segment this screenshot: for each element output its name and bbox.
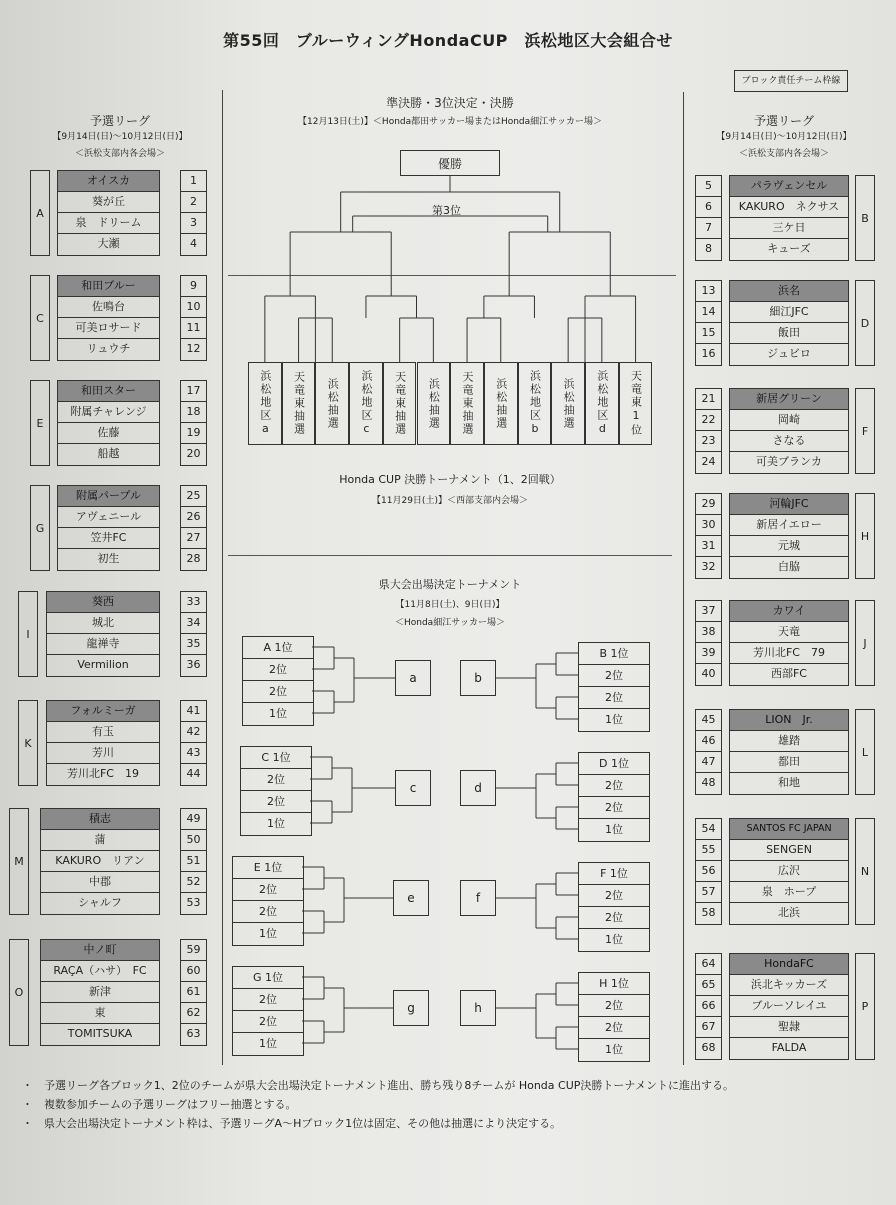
team-name: 北浜 [778,906,800,919]
pref-header-venue: ＜Honda細江サッカー場＞ [394,618,506,628]
note-1: ・ 予選リーグ各ブロック1、2位のチームが県大会出場決定トーナメント進出、勝ち残り8チームが Honda CUP決勝トーナメントに進出する。 [22,1079,734,1092]
team-name: 初生 [97,552,120,565]
team-name: キューズ [767,242,811,255]
team-name: KAKURO リアン [41,851,159,872]
team-number: 39 [696,643,721,664]
team-number: 43 [181,743,206,764]
seed-slot: E 1位 [233,857,303,879]
team-number: 25 [181,486,206,507]
r16-slot: 浜松抽選 [484,362,518,445]
team-number: 46 [696,731,721,752]
right-header-venue: ＜浜松支部内各会場＞ [738,149,829,159]
left-header-dates: 【9月14日(日)～10月12日(日)】 [52,132,188,142]
team-name: リュウチ [86,342,131,355]
r16-slot: 浜松地区d [585,362,619,445]
team-number: 68 [701,1041,716,1054]
seed-slot: F 1位 [579,863,649,885]
pref-box-e: e [393,880,429,916]
team-number: 44 [186,767,201,780]
team-number: 50 [181,830,206,851]
team-name: 東 [41,1003,159,1024]
team-name: 佐鳴台 [58,297,159,318]
team-name: カワイ [730,601,848,622]
team-name: 三ケ日 [730,218,848,239]
right-header-title: 予選リーグ [753,114,814,128]
team-name: FALDA [771,1041,807,1054]
team-number: 8 [705,242,712,255]
seed-slot: 2位 [241,791,311,813]
team-number: 59 [181,940,206,961]
seed-slot: C 1位 [241,747,311,769]
team-name: シャルフ [78,896,122,909]
team-number: 54 [696,819,721,840]
team-name: 聖隷 [730,1017,848,1038]
final-header-title: 準決勝・3位決定・決勝 [386,96,514,110]
team-name: さなる [730,431,848,452]
team-name: ジュビロ [767,347,811,360]
team-number: 23 [696,431,721,452]
right-header-dates: 【9月14日(日)～10月12日(日)】 [716,132,852,142]
seed-slot: 2位 [233,1011,303,1033]
team-name: LION Jr. [730,710,848,731]
seed-slot: 1位 [259,1037,277,1050]
r16-slot: 浜松地区c [349,362,383,445]
team-number: 19 [181,423,206,444]
team-name: 和田スター [58,381,159,402]
page-title: 第55回 ブルーウィングHondaCUP 浜松地区大会組合せ [223,31,673,50]
team-number: 37 [696,601,721,622]
team-name: 附属パープル [58,486,159,507]
team-name: RAÇA（ハサ） FC [41,961,159,982]
team-number: 65 [696,975,721,996]
pref-box-b: b [460,660,496,696]
team-number: 24 [701,455,716,468]
seed-slot: 2位 [579,885,649,907]
r16-slot: 天竜東抽選 [282,362,316,445]
r16-slot: 天竜東抽選 [450,362,484,445]
team-name: 白脇 [778,560,800,573]
team-name: HondaFC [730,954,848,975]
note-3: ・ 県大会出場決定トーナメント枠は、予選リーグA～Hブロック1位は固定、その他は抽選により決定する。 [22,1117,562,1130]
group-label-g: G [30,485,50,571]
team-number: 15 [696,323,721,344]
note-2: ・ 複数参加チームの予選リーグはフリー抽選とする。 [22,1098,297,1111]
r16-slot: 浜松地区a [248,362,282,445]
team-name: Vermilion [77,658,129,671]
seed-slot: 1位 [259,927,277,940]
team-number: 1 [181,171,206,192]
seed-slot: 2位 [233,901,303,923]
team-number: 53 [186,896,201,909]
team-name: 葵西 [47,592,159,613]
team-name: 新居イエロー [730,515,848,536]
group-label-h: H [855,493,875,579]
team-number: 51 [181,851,206,872]
team-name: 浜北キッカーズ [730,975,848,996]
team-name: 芳川北FC 19 [66,767,139,780]
team-name: 新津 [41,982,159,1003]
team-number: 17 [181,381,206,402]
team-name: 可美ブランカ [756,455,822,468]
team-number: 32 [701,560,716,573]
group-label-n: N [855,818,875,925]
seed-slot: 2位 [579,995,649,1017]
team-name: 蒲 [41,830,159,851]
seed-slot: 2位 [233,989,303,1011]
group-label-d: D [855,280,875,366]
team-name: 飯田 [730,323,848,344]
team-number: 7 [696,218,721,239]
team-number: 57 [696,882,721,903]
team-number: 49 [181,809,206,830]
team-name: 和地 [778,776,800,789]
team-name: KAKURO ネクサス [730,197,848,218]
team-number: 21 [696,389,721,410]
group-label-b: B [855,175,875,261]
team-number: 42 [181,722,206,743]
team-number: 27 [181,528,206,549]
seed-slot: 2位 [579,775,649,797]
team-name: SANTOS FC JAPAN [730,819,848,840]
third-place-label: 第3位 [432,204,461,217]
seed-slot: 2位 [241,769,311,791]
seed-slot: H 1位 [579,973,649,995]
team-name: 新居グリーン [730,389,848,410]
team-number: 47 [696,752,721,773]
seed-slot: 1位 [605,713,623,726]
team-name: 芳川 [47,743,159,764]
team-number: 41 [181,701,206,722]
seed-slot: D 1位 [579,753,649,775]
team-number: 66 [696,996,721,1017]
champion-box: 優勝 [400,150,500,176]
team-number: 63 [186,1027,201,1040]
team-number: 35 [181,634,206,655]
team-name: 有玉 [47,722,159,743]
team-name: 笠井FC [58,528,159,549]
team-number: 3 [181,213,206,234]
team-number: 52 [181,872,206,893]
team-name: 都田 [730,752,848,773]
r16-slot: 浜松抽選 [551,362,585,445]
r16-slot: 浜松抽選 [315,362,349,445]
team-name: オイスカ [58,171,159,192]
group-label-p: P [855,953,875,1060]
team-number: 28 [186,552,201,565]
group-label-e: E [30,380,50,466]
team-number: 64 [696,954,721,975]
team-number: 60 [181,961,206,982]
group-label-m: M [9,808,29,915]
team-name: 河輪JFC [730,494,848,515]
team-number: 4 [190,237,197,250]
pref-box-a: a [395,660,431,696]
final-header-date: 【12月13日(土)】＜Honda都田サッカー場またはHonda細江サッカー場＞ [298,117,602,127]
seed-slot: 1位 [269,707,287,720]
team-number: 45 [696,710,721,731]
team-number: 30 [696,515,721,536]
team-number: 16 [701,347,716,360]
team-number: 26 [181,507,206,528]
team-name: 佐藤 [58,423,159,444]
r16-slot: 天竜東抽選 [383,362,417,445]
team-name: 積志 [41,809,159,830]
pref-header-date: 【11月8日(土)、9日(日)】 [395,600,505,610]
team-number: 5 [696,176,721,197]
group-label-l: L [855,709,875,795]
team-name: 可美ロサード [58,318,159,339]
team-name: 中郡 [41,872,159,893]
seed-slot: 1位 [267,817,285,830]
team-number: 20 [186,447,201,460]
team-name: 大瀬 [97,237,120,250]
team-name: 細江JFC [730,302,848,323]
team-number: 40 [701,667,716,680]
seed-slot: 2位 [579,797,649,819]
team-name: ブルーソレイユ [730,996,848,1017]
team-number: 6 [696,197,721,218]
cup-header-title: Honda CUP 決勝トーナメント（1、2回戦） [339,473,561,486]
team-number: 61 [181,982,206,1003]
seed-slot: G 1位 [233,967,303,989]
seed-slot: 1位 [605,823,623,836]
team-name: TOMITSUKA [67,1027,133,1040]
team-name: 岡崎 [730,410,848,431]
pref-box-c: c [395,770,431,806]
team-name: 浜名 [730,281,848,302]
team-name: パラヴェンセル [730,176,848,197]
seed-slot: 1位 [605,933,623,946]
seed-slot: 2位 [243,659,313,681]
group-label-o: O [9,939,29,1046]
team-name: 天竜 [730,622,848,643]
team-number: 13 [696,281,721,302]
team-name: 和田ブルー [58,276,159,297]
seed-slot: 2位 [579,665,649,687]
team-number: 34 [181,613,206,634]
team-name: 龍禅寺 [47,634,159,655]
team-number: 11 [181,318,206,339]
seed-slot: B 1位 [579,643,649,665]
team-number: 56 [696,861,721,882]
seed-slot: 2位 [233,879,303,901]
seed-slot: 2位 [579,1017,649,1039]
pref-header-title: 県大会出場決定トーナメント [378,578,522,591]
team-name: アヴェニール [58,507,159,528]
seed-slot: 2位 [579,907,649,929]
r16-slot: 浜松地区b [518,362,552,445]
team-number: 9 [181,276,206,297]
group-label-j: J [855,600,875,686]
group-label-c: C [30,275,50,361]
pref-box-h: h [460,990,496,1026]
team-number: 10 [181,297,206,318]
team-name: 広沢 [730,861,848,882]
group-label-k: K [18,700,38,786]
team-name: フォルミーガ [47,701,159,722]
team-number: 29 [696,494,721,515]
team-name: 附属チャレンジ [58,402,159,423]
team-number: 38 [696,622,721,643]
pref-box-g: g [393,990,429,1026]
team-number: 18 [181,402,206,423]
team-number: 58 [701,906,716,919]
team-name: 芳川北FC 79 [730,643,848,664]
team-number: 14 [696,302,721,323]
team-number: 36 [186,658,201,671]
team-number: 67 [696,1017,721,1038]
group-label-f: F [855,388,875,474]
r16-slot: 浜松抽選 [417,362,451,445]
seed-slot: A 1位 [243,637,313,659]
team-number: 55 [696,840,721,861]
team-name: 雄踏 [730,731,848,752]
group-label-i: I [18,591,38,677]
team-number: 62 [181,1003,206,1024]
left-header-title: 予選リーグ [89,114,150,128]
team-name: 葵が丘 [58,192,159,213]
notes [22,1076,734,1133]
team-number: 33 [181,592,206,613]
cup-header-date: 【11月29日(土)】＜西部支部内会場＞ [372,496,528,506]
team-name: SENGEN [730,840,848,861]
team-number: 2 [181,192,206,213]
team-number: 48 [701,776,716,789]
team-name: 泉 ドリーム [58,213,159,234]
team-number: 12 [186,342,201,355]
r16-slot: 天竜東1位 [619,362,653,445]
seed-slot: 2位 [579,687,649,709]
team-name: 城北 [47,613,159,634]
pref-box-d: d [460,770,496,806]
seed-slot: 2位 [243,681,313,703]
team-number: 31 [696,536,721,557]
responsible-note: ブロック責任チーム枠線 [734,70,848,92]
seed-slot: 1位 [605,1043,623,1056]
team-name: 船越 [97,447,120,460]
group-label-a: A [30,170,50,256]
team-name: 元城 [730,536,848,557]
team-name: 泉 ホープ [730,882,848,903]
team-name: 西部FC [770,667,807,680]
pref-box-f: f [460,880,496,916]
team-number: 22 [696,410,721,431]
left-header-venue: ＜浜松支部内各会場＞ [74,149,165,159]
team-name: 中ノ町 [41,940,159,961]
